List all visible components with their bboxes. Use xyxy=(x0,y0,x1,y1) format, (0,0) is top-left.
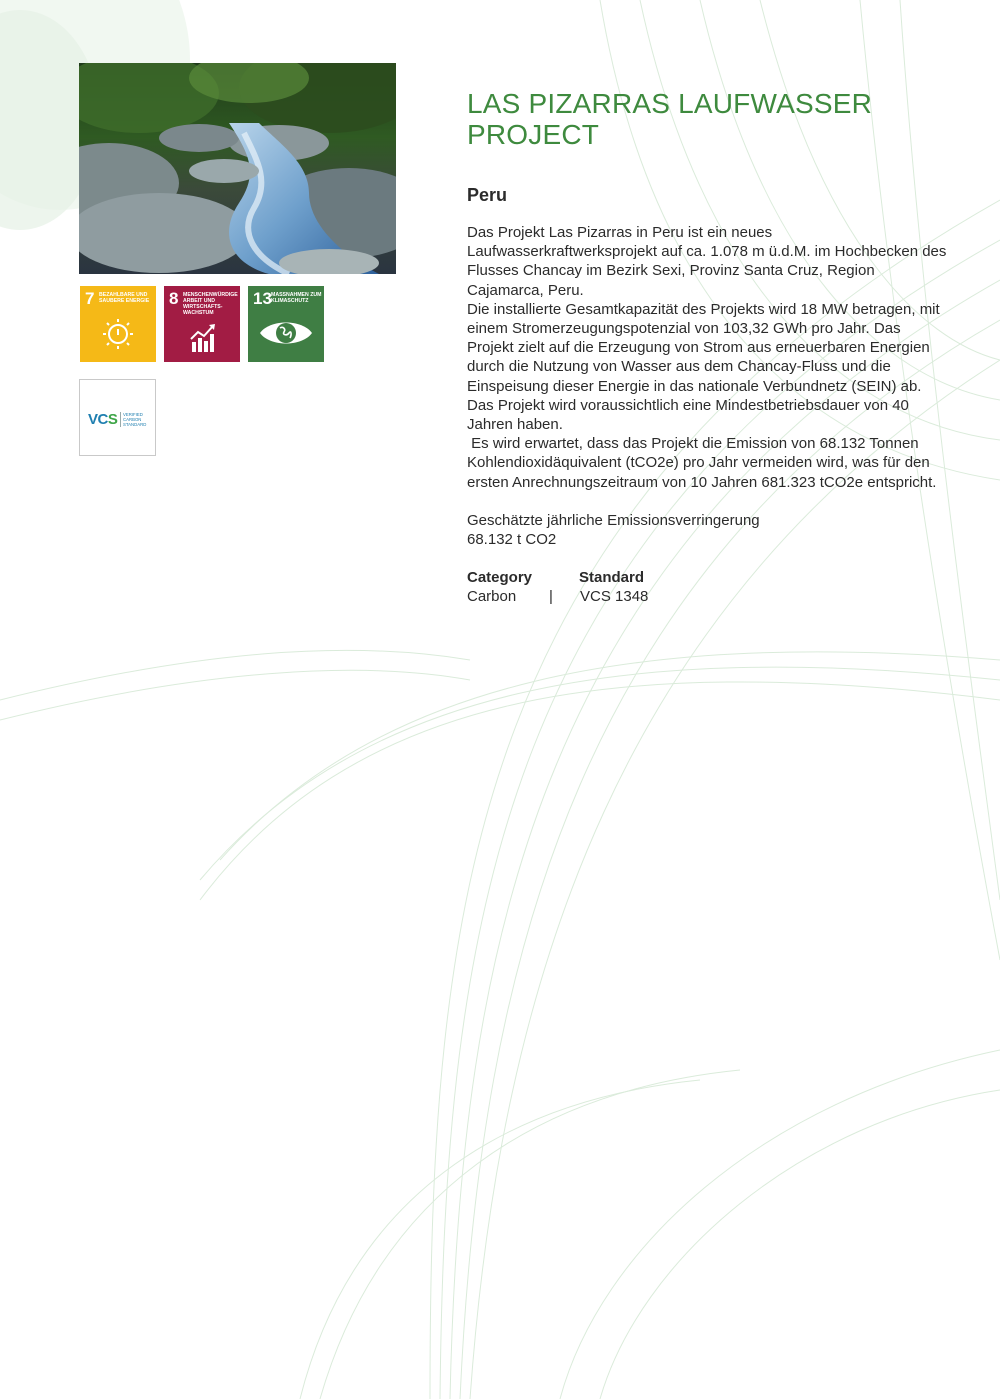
vcs-letter-c: C xyxy=(97,411,108,428)
project-country: Peru xyxy=(467,185,508,205)
description-paragraph: Das Projekt Las Pizarras in Peru ist ein neues Laufwasserkraftwerksprojekt auf ca. 1.078 m ü.d.M. im Hochbecken des Flusses Chancay im Bezirk Sexi, Provinz Santa Cruz, Region Cajamarca, Peru. xyxy=(467,224,947,299)
project-content xyxy=(467,88,947,608)
vcs-line-verified: VERIFIED xyxy=(123,412,143,417)
vcs-divider xyxy=(120,412,121,427)
sdg-tile-13 xyxy=(248,286,324,362)
sdg-label: BEZAHLBARE UND SAUBERE ENERGIE xyxy=(99,292,150,304)
project-title: LAS PIZARRAS LAUFWASSER PROJECT xyxy=(467,88,872,150)
sdg-number: 7 xyxy=(85,289,95,308)
sdg-number: 13 xyxy=(253,289,272,308)
standard-value: VCS 1348 xyxy=(580,588,649,606)
vcs-letter-v: V xyxy=(88,411,98,428)
sdg-number: 8 xyxy=(169,289,179,308)
category-standard-table xyxy=(467,568,947,608)
vcs-letter-s: S xyxy=(107,411,118,428)
vcs-line-carbon: CARBON xyxy=(123,417,142,422)
column-separator: | xyxy=(549,588,553,606)
vcs-logo xyxy=(79,379,156,456)
description-paragraph: Die installierte Gesamtkapazität des Projekts wird 18 MW betragen, mit einem Stromerzeugungspotenzial von 103,32 GWh pro Jahr. Das Projekt zielt auf die Erzeugung von Strom aus erneuerbaren Energien durch die Nutzung von Wasser aus dem Chancay-Fluss und die Einspeisung dieser Energie in das nationale Verbundnetz (SEIN) ab. Das Projekt wird voraussichtlich eine Mindestbetriebsdauer von 40 Jahren haben. xyxy=(467,300,940,434)
sdg-tile-8 xyxy=(164,286,240,362)
sdg-label: MENSCHENWÜRDIGE ARBEIT UND WIRTSCHAFTS-WACHSTUM xyxy=(183,292,238,316)
vcs-logo-mark xyxy=(88,411,117,428)
sdg-label: MASSNAHMEN ZUM KLIMASCHUTZ xyxy=(271,292,322,304)
standard-header: Standard xyxy=(579,569,645,587)
growth-chart-icon xyxy=(164,286,240,362)
description-paragraph: Es wird erwartet, dass das Projekt die Emission von 68.132 Tonnen Kohlendioxidäquivalent (tCO2e) pro Jahr vermeiden wird, was für den ersten Anrechnungszeitraum von 10 Jahren 681.323 tCO2e entspricht. xyxy=(467,435,937,491)
emission-label: Geschätzte jährliche Emissionsverringerung xyxy=(467,511,760,529)
vcs-logo-text xyxy=(123,412,146,427)
eye-globe-icon xyxy=(248,286,324,362)
project-photo xyxy=(79,63,396,274)
emission-value: 68.132 t CO2 xyxy=(467,531,557,549)
sun-power-icon xyxy=(80,286,156,362)
vcs-line-standard: STANDARD xyxy=(123,422,147,427)
project-description xyxy=(467,223,947,492)
sdg-tile-7 xyxy=(80,286,156,362)
category-header: Category xyxy=(467,569,533,587)
emission-reduction xyxy=(467,511,947,549)
category-value: Carbon xyxy=(467,588,517,606)
